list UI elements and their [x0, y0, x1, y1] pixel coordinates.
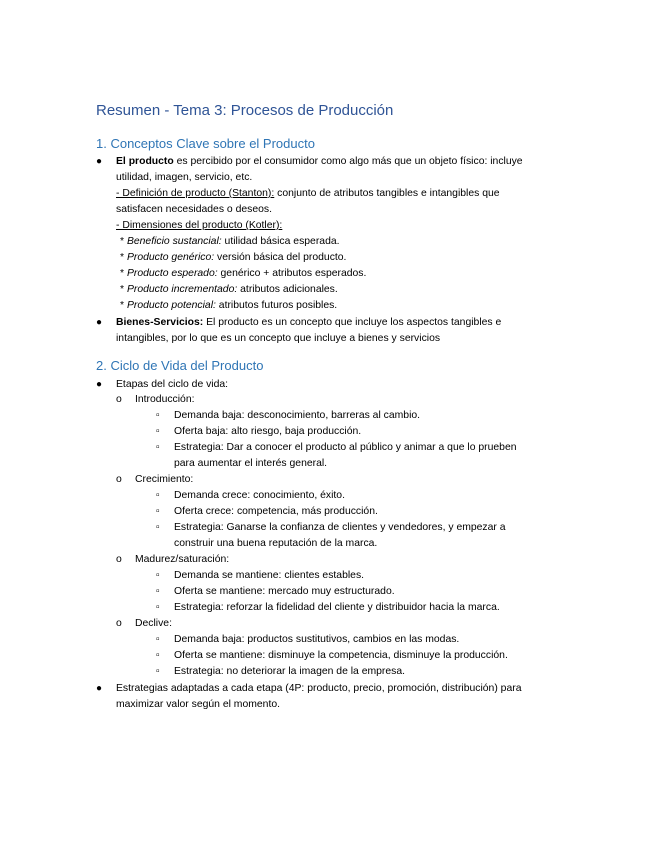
square-marker: ▫ [156, 522, 160, 533]
square-marker: ▫ [156, 506, 160, 517]
paragraph-goods-services [116, 316, 501, 330]
dimension-text: versión básica del producto. [214, 252, 347, 263]
definition-cont: satisfacen necesidades o deseos. [116, 204, 272, 215]
term-product: El producto [116, 156, 174, 167]
stage-item: Oferta crece: competencia, más producción. [174, 506, 378, 517]
product-description-cont: utilidad, imagen, servicio, etc. [116, 172, 253, 183]
stage-item: Oferta se mantiene: mercado muy estructurado. [174, 586, 395, 597]
stage-name: Introducción: [135, 394, 195, 405]
bullet-marker: ● [96, 683, 103, 694]
section-heading-2: 2. Ciclo de Vida del Producto [96, 358, 264, 373]
square-marker: ▫ [156, 586, 160, 597]
definition-line [116, 187, 500, 201]
product-description: es percibido por el consumidor como algo más que un objeto físico: incluye [173, 156, 523, 167]
stage-item: Demanda baja: productos sustitutivos, cambios en las modas. [174, 634, 460, 645]
dimension-name: Producto esperado: [126, 268, 218, 279]
dimension-name: Beneficio sustancial: [126, 236, 222, 247]
paragraph-product [116, 155, 523, 169]
stage-name: Madurez/saturación: [135, 554, 230, 565]
dimension-text: genérico + atributos esperados. [217, 268, 367, 279]
square-marker: ▫ [156, 570, 160, 581]
square-marker: ▫ [156, 634, 160, 645]
stage-name: Declive: [135, 618, 172, 629]
circle-marker: o [116, 474, 122, 485]
circle-marker: o [116, 394, 122, 405]
definition-label: - Definición de producto (Stanton): [116, 188, 275, 199]
square-marker: ▫ [156, 650, 160, 661]
square-marker: ▫ [156, 666, 160, 677]
square-marker: ▫ [156, 490, 160, 501]
lifecycle-intro: Etapas del ciclo de vida: [116, 379, 229, 390]
square-marker: ▫ [156, 442, 160, 453]
strategies-text: Estrategias adaptadas a cada etapa (4P: producto, precio, promoción, distribución) para [116, 683, 522, 694]
dimension-name: Producto potencial: [126, 300, 216, 311]
page-title: Resumen - Tema 3: Procesos de Producción [96, 102, 394, 119]
stage-item: Estrategia: Ganarse la confianza de clientes y vendedores, y empezar a [174, 522, 506, 533]
stage-item: Demanda crece: conocimiento, éxito. [174, 490, 345, 501]
stage-item: Oferta baja: alto riesgo, baja producción. [174, 426, 362, 437]
square-marker: ▫ [156, 602, 160, 613]
stage-item-cont: para aumentar el interés general. [174, 458, 328, 469]
stage-item: Estrategia: reforzar la fidelidad del cliente y distribuidor hacia la marca. [174, 602, 500, 613]
stage-item-cont: construir una buena reputación de la marca. [174, 538, 378, 549]
dimensions-label: - Dimensiones del producto (Kotler): [116, 220, 283, 231]
bullet-marker: ● [96, 156, 103, 167]
stage-item: Estrategia: Dar a conocer el producto al público y animar a que lo prueben [174, 442, 517, 453]
dimension-name: Producto genérico: [126, 252, 215, 263]
dimension-item: * Producto esperado: genérico + atributos esperados. [120, 268, 367, 279]
bullet-marker: ● [96, 317, 103, 328]
square-marker: ▫ [156, 410, 160, 421]
circle-marker: o [116, 554, 122, 565]
strategies-cont: maximizar valor según el momento. [116, 699, 281, 710]
stage-item: Oferta se mantiene: disminuye la competencia, disminuye la producción. [174, 650, 508, 661]
stage-item: Demanda se mantiene: clientes estables. [174, 570, 365, 581]
definition-text: conjunto de atributos tangibles e intangibles que [274, 188, 500, 199]
dimension-item: * Producto genérico: versión básica del producto. [120, 252, 347, 263]
stage-item: Demanda baja: desconocimiento, barreras al cambio. [174, 410, 421, 421]
circle-marker: o [116, 618, 122, 629]
stage-item: Estrategia: no deteriorar la imagen de la empresa. [174, 666, 406, 677]
bullet-marker: ● [96, 379, 103, 390]
dimension-name: Producto incrementado: [126, 284, 238, 295]
dimension-item: * Producto potencial: atributos futuros posibles. [120, 300, 338, 311]
square-marker: ▫ [156, 426, 160, 437]
section-heading-1: 1. Conceptos Clave sobre el Producto [96, 136, 315, 151]
goods-services-text: El producto es un concepto que incluye los aspectos tangibles e [203, 317, 502, 328]
dimension-text: atributos futuros posibles. [215, 300, 338, 311]
goods-services-cont: intangibles, por lo que es un concepto que incluye a bienes y servicios [116, 333, 441, 344]
term-goods-services: Bienes-Servicios: [116, 317, 204, 328]
stage-name: Crecimiento: [135, 474, 194, 485]
dimension-item: * Producto incrementado: atributos adicionales. [120, 284, 338, 295]
dimension-text: utilidad básica esperada. [221, 236, 340, 247]
dimension-item: * Beneficio sustancial: utilidad básica esperada. [120, 236, 340, 247]
dimension-text: atributos adicionales. [237, 284, 338, 295]
